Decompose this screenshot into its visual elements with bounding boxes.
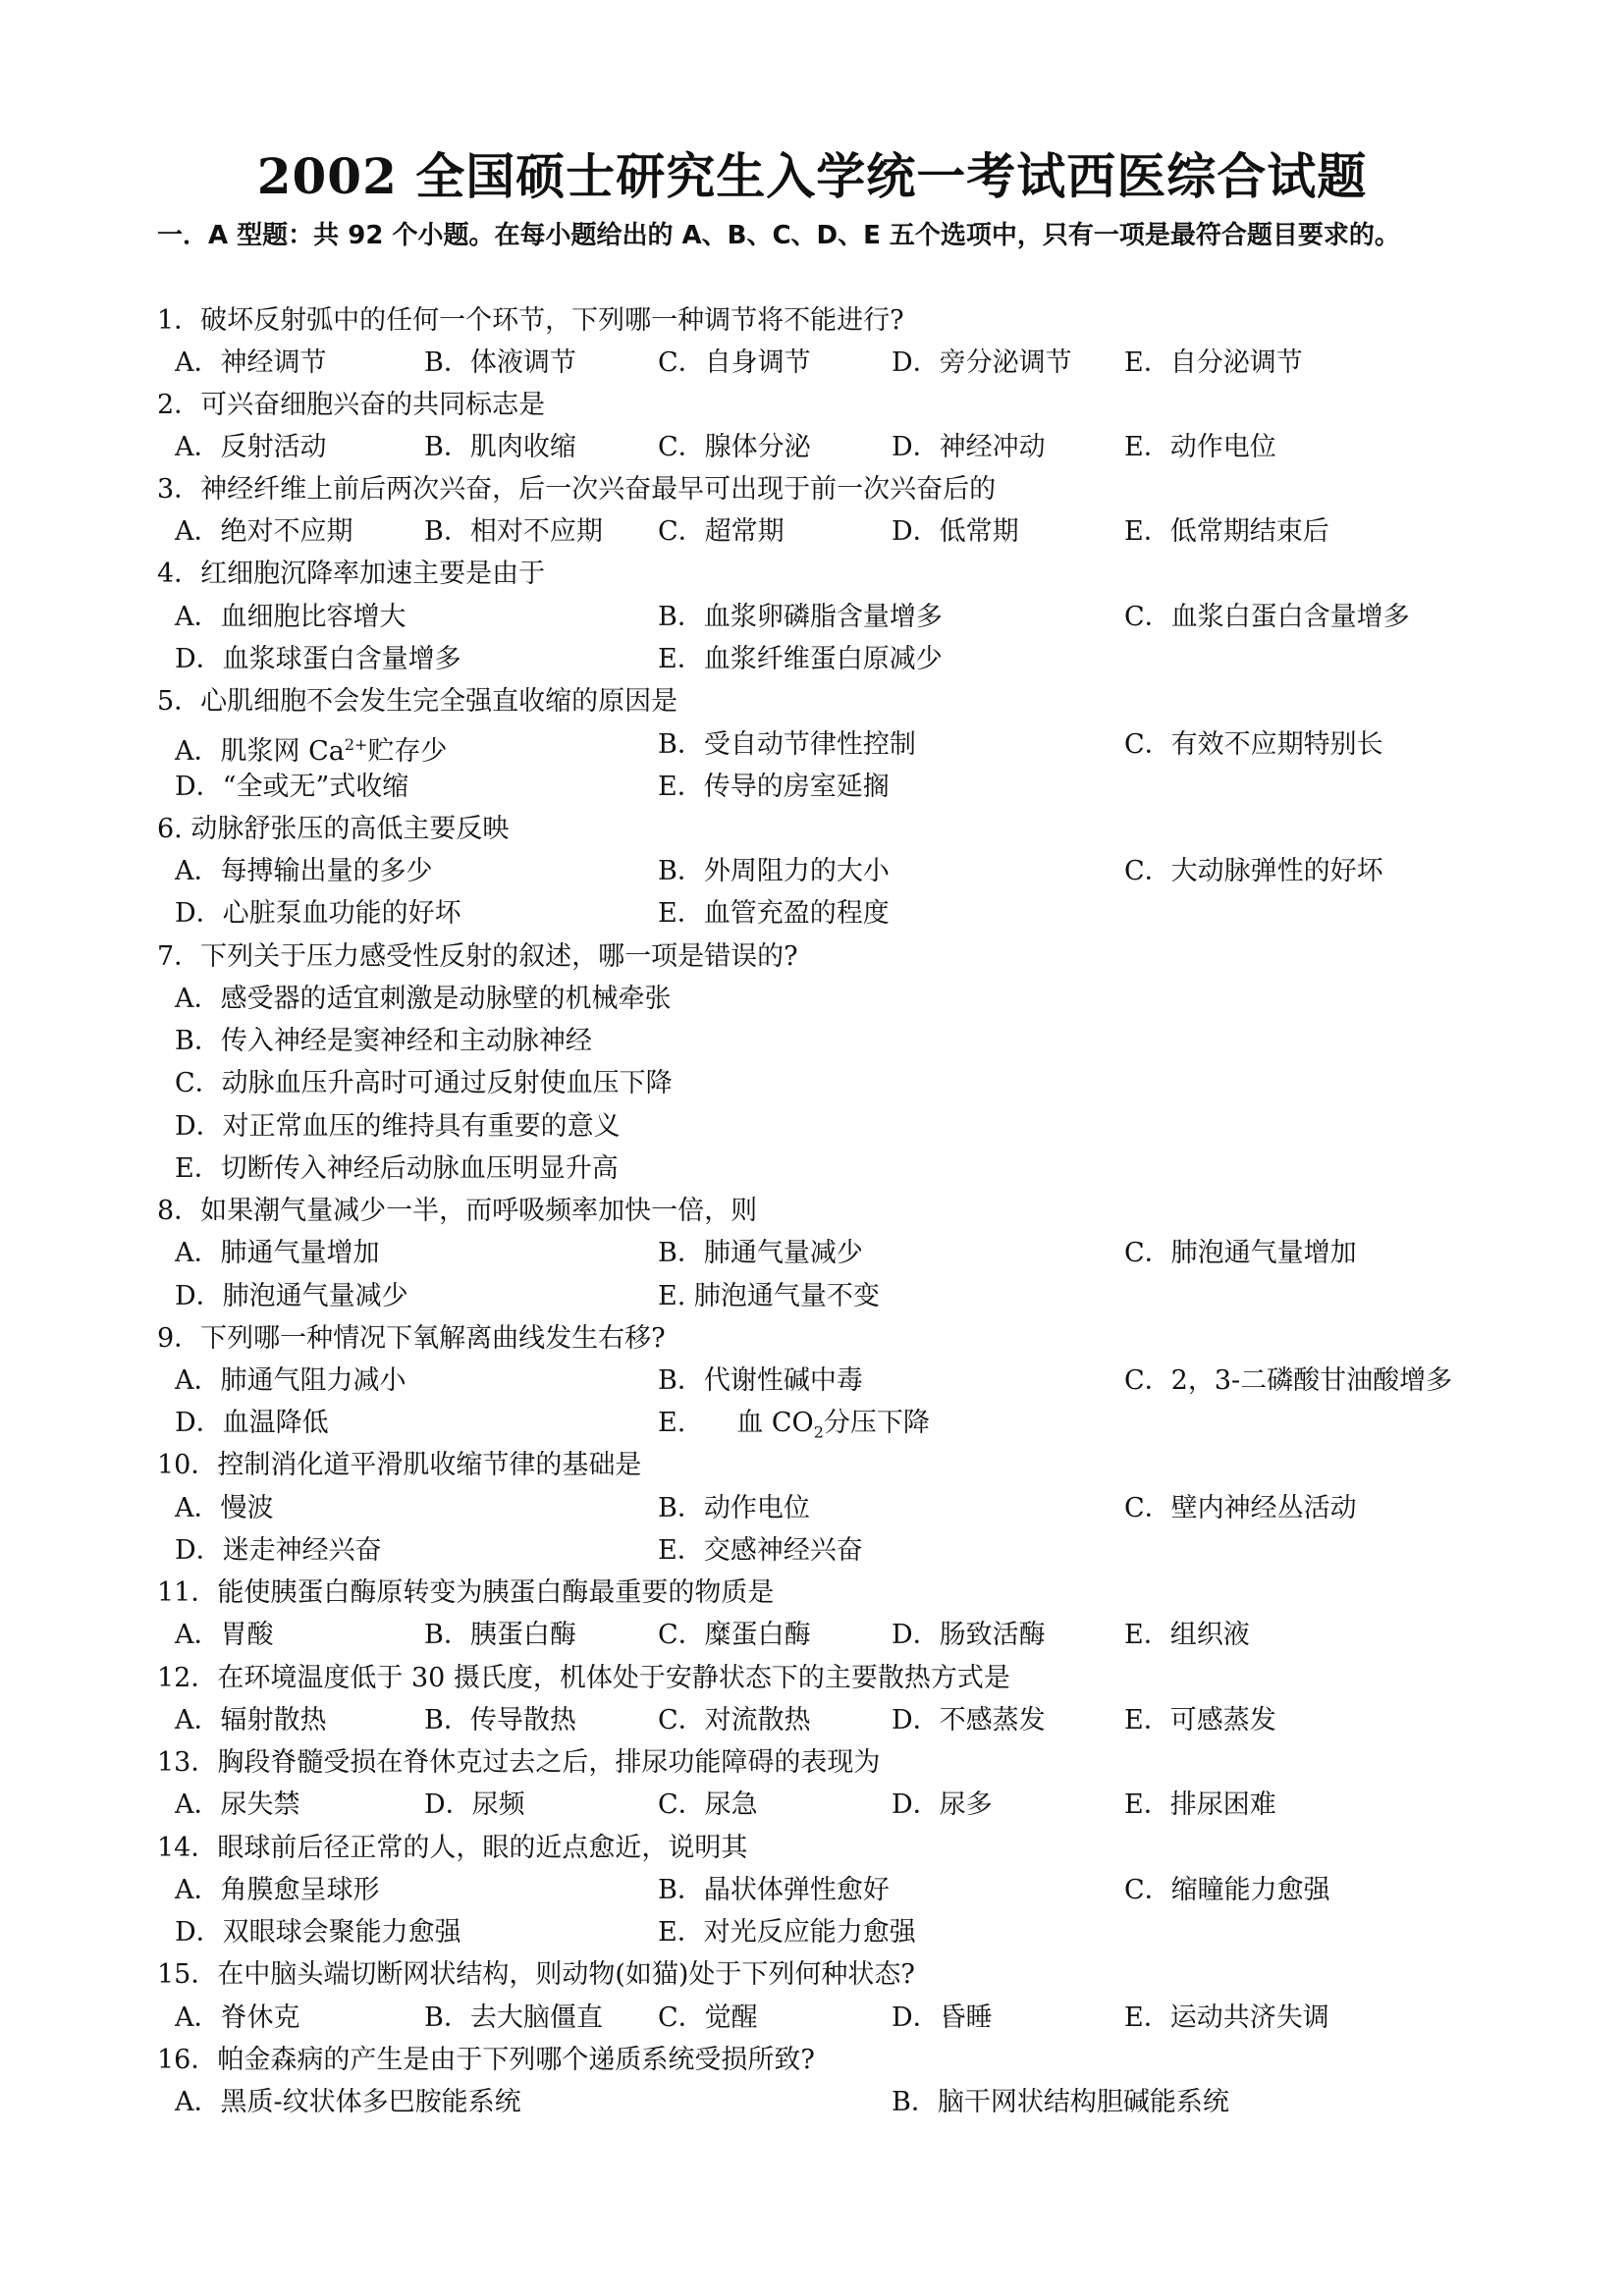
option: A．反射活动 [175,432,327,462]
option: C．觉醒 [658,2002,758,2033]
option: D．尿多 [892,1789,993,1820]
option: E．对光反应能力愈强 [658,1917,916,1948]
option: E．运动共济失调 [1124,2002,1329,2033]
option: B．相对不应期 [424,516,603,547]
option: D．“全或无”式收缩 [175,772,409,802]
option: A．感受器的适宜刺激是动脉壁的机械牵张 [175,984,672,1014]
option: D．旁分泌调节 [892,347,1072,378]
option: D．迷走神经兴奋 [175,1535,382,1566]
question-stem: 8．如果潮气量减少一半，而呼吸频率加快一倍，则 [157,1196,758,1226]
option: A．胃酸 [175,1620,274,1650]
question-stem: 4．红细胞沉降率加速主要是由于 [157,559,546,589]
option: D．尿频 [424,1789,525,1820]
option: E．切断传入神经后动脉血压明显升高 [175,1153,619,1184]
option: C．腺体分泌 [658,432,811,462]
question-stem: 5．心肌细胞不会发生完全强直收缩的原因是 [157,686,678,717]
option: D．血温降低 [175,1408,329,1438]
option: C．血浆白蛋白含量增多 [1124,602,1410,632]
option: B．外周阻力的大小 [658,856,890,886]
question-stem: 2．可兴奋细胞兴奋的共同标志是 [157,390,546,420]
option: D．血浆球蛋白含量增多 [175,644,461,674]
option: A．每搏输出量的多少 [175,856,433,886]
option: B．胰蛋白酶 [424,1620,576,1650]
option: C．缩瞳能力愈强 [1124,1875,1330,1905]
option: D．对正常血压的维持具有重要的意义 [175,1111,621,1142]
option: E. 肺泡通气量不变 [658,1281,880,1311]
question-stem: 14．眼球前后径正常的人，眼的近点愈近，说明其 [157,1833,748,1863]
option: B．肌肉收缩 [424,432,576,462]
option: C．对流散热 [658,1705,811,1735]
option: E．动作电位 [1124,432,1276,462]
option: B．代谢性碱中毒 [658,1365,863,1396]
option: D．双眼球会聚能力愈强 [175,1917,461,1948]
option: A．肺通气量增加 [175,1238,380,1268]
option: E．排尿困难 [1124,1789,1276,1820]
option: A．辐射散热 [175,1705,327,1735]
option: A．肌浆网 $Ca^{2+}$贮存少 [175,735,448,767]
question-stem: 1．破坏反射弧中的任何一个环节，下列哪一种调节将不能进行? [157,305,904,336]
question-stem: 6. 动脉舒张压的高低主要反映 [157,814,510,844]
option: D．心脏泵血功能的好坏 [175,898,461,929]
option: A．绝对不应期 [175,516,353,547]
option: A．尿失禁 [175,1789,300,1820]
option: D．肺泡通气量减少 [175,1281,408,1311]
option: A．黑质-纹状体多巴胺能系统 [175,2087,521,2117]
question-stem: 9．下列哪一种情况下氧解离曲线发生右移? [157,1323,666,1354]
option: B．传导散热 [424,1705,576,1735]
option: B．受自动节律性控制 [658,729,916,760]
option: C．动脉血压升高时可通过反射使血压下降 [175,1068,673,1098]
option: C．大动脉弹性的好坏 [1124,856,1383,886]
option: A．肺通气阻力减小 [175,1365,406,1396]
option: E．血浆纤维蛋白原减少 [658,644,943,674]
option: C．有效不应期特别长 [1124,729,1383,760]
option: C．壁内神经丛活动 [1124,1493,1357,1523]
option: C．肺泡通气量增加 [1124,1238,1357,1268]
option: E．血管充盈的程度 [658,898,890,929]
question-stem: 16．帕金森病的产生是由于下列哪个递质系统受损所致? [157,2045,815,2075]
option: E．组织液 [1124,1620,1250,1650]
option: E．传导的房室延搁 [658,772,890,802]
question-stem: 3．神经纤维上前后两次兴奋，后一次兴奋最早可出现于前一次兴奋后的 [157,474,997,505]
option: A．血细胞比容增大 [175,602,406,632]
option: B．血浆卵磷脂含量增多 [658,602,943,632]
option: A．脊休克 [175,2002,300,2033]
option: B．体液调节 [424,347,576,378]
option: C．自身调节 [658,347,811,378]
option: A．角膜愈呈球形 [175,1875,380,1905]
question-stem: 13．胸段脊髓受损在脊休克过去之后，排尿功能障碍的表现为 [157,1747,881,1778]
page-title: 2002 全国硕士研究生入学统一考试西医综合试题 [256,147,1368,205]
option: C．超常期 [658,516,785,547]
option: D．昏睡 [892,2002,993,2033]
question-stem: 10．控制消化道平滑肌收缩节律的基础是 [157,1450,642,1480]
question-stem: 12．在环境温度低于 30 摄氏度，机体处于安静状态下的主要散热方式是 [157,1663,1010,1693]
option: A．神经调节 [175,347,327,378]
option: D．肠致活酶 [892,1620,1046,1650]
question-stem: 15．在中脑头端切断网状结构，则动物(如猫)处于下列何种状态? [157,1959,915,1990]
question-stem: 11．能使胰蛋白酶原转变为胰蛋白酶最重要的物质是 [157,1577,775,1608]
option: B．去大脑僵直 [424,2002,603,2033]
question-stem: 7．下列关于压力感受性反射的叙述，哪一项是错误的? [157,941,798,972]
option: B．晶状体弹性愈好 [658,1875,890,1905]
option: E．自分泌调节 [1124,347,1303,378]
option: E. 血 $CO_2$分压下降 [658,1408,930,1442]
section-header: 一．A 型题：共 92 个小题。在每小题给出的 A、B、C、D、E 五个选项中，只有一项是最符合题目要求的。 [157,221,1400,250]
option: C．糜蛋白酶 [658,1620,811,1650]
option: B．传入神经是窦神经和主动脉神经 [175,1026,592,1056]
option: C．2，3-二磷酸甘油酸增多 [1124,1365,1453,1396]
option: E．低常期结束后 [1124,516,1329,547]
option: B．脑干网状结构胆碱能系统 [892,2087,1229,2117]
option: C．尿急 [658,1789,758,1820]
option: D．低常期 [892,516,1019,547]
option: E．可感蒸发 [1124,1705,1276,1735]
option: B．动作电位 [658,1493,810,1523]
option: D．神经冲动 [892,432,1046,462]
option: D．不感蒸发 [892,1705,1046,1735]
option: B．肺通气量减少 [658,1238,863,1268]
option: E．交感神经兴奋 [658,1535,863,1566]
option: A．慢波 [175,1493,274,1523]
